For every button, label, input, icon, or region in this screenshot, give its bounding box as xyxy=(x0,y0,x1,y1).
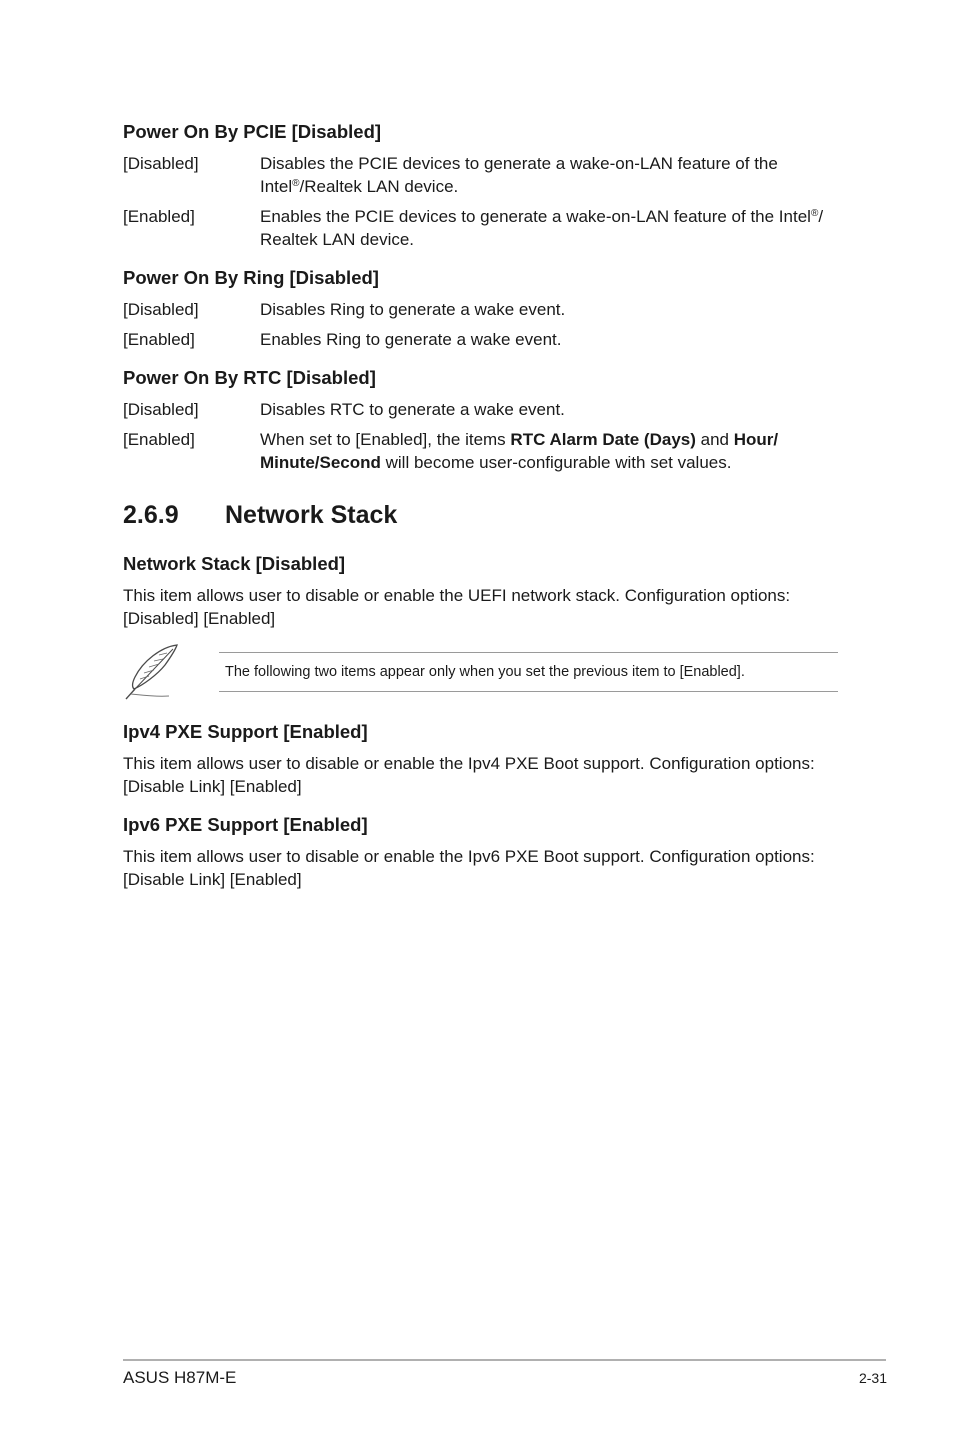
rtc-alarm-date-term: RTC Alarm Date (Days) xyxy=(510,430,696,449)
quill-pen-icon xyxy=(123,643,181,701)
section-number: 2.6.9 xyxy=(123,501,179,529)
para-line: [Disable Link] [Enabled] xyxy=(123,870,302,889)
desc-line: Disables the PCIE devices to generate a wake-on-LAN feature of the xyxy=(260,154,778,173)
para-line: This item allows user to disable or enable the Ipv6 PXE Boot support. Configuration options: xyxy=(123,847,815,866)
option-key: [Disabled] xyxy=(123,400,199,419)
desc-text: will become user-configurable with set values. xyxy=(380,453,732,472)
para-line: This item allows user to disable or enable the UEFI network stack. Configuration options: xyxy=(123,586,791,605)
footer-product-name: ASUS H87M-E xyxy=(123,1368,237,1387)
desc-text: /Realtek LAN device. xyxy=(299,177,459,196)
option-key: [Disabled] xyxy=(123,154,199,173)
ring-heading: Power On By Ring [Disabled] xyxy=(123,267,379,288)
minute-second-term: Minute/Second xyxy=(260,453,381,472)
para-line: This item allows user to disable or enable the Ipv4 PXE Boot support. Configuration options: xyxy=(123,754,815,773)
ipv6-pxe-description xyxy=(123,845,839,891)
option-key: [Enabled] xyxy=(123,430,195,449)
network-stack-heading: Network Stack [Disabled] xyxy=(123,553,346,574)
option-description: Disables Ring to generate a wake event. xyxy=(260,300,566,319)
ipv6-pxe-heading: Ipv6 PXE Support [Enabled] xyxy=(123,814,368,835)
hour-term: Hour/ xyxy=(733,430,779,449)
note-text: The following two items appear only when you set the previous item to [Enabled]. xyxy=(225,664,745,680)
ipv4-pxe-heading: Ipv4 PXE Support [Enabled] xyxy=(123,721,368,742)
desc-text: When set to [Enabled], the items xyxy=(260,430,511,449)
option-description: Disables RTC to generate a wake event. xyxy=(260,400,565,419)
option-key: [Enabled] xyxy=(123,207,195,226)
option-key: [Enabled] xyxy=(123,330,195,349)
option-description xyxy=(260,428,845,474)
desc-text: Intel xyxy=(260,177,293,196)
option-description xyxy=(260,205,845,251)
registered-mark: ® xyxy=(292,178,300,189)
option-key: [Disabled] xyxy=(123,300,199,319)
pcie-heading: Power On By PCIE [Disabled] xyxy=(123,121,382,142)
desc-text: / xyxy=(818,207,824,226)
desc-line: Realtek LAN device. xyxy=(260,230,415,249)
para-line: [Disable Link] [Enabled] xyxy=(123,777,302,796)
desc-text: and xyxy=(695,430,734,449)
section-name: Network Stack xyxy=(225,501,398,529)
footer-page-number: 2-31 xyxy=(858,1370,887,1386)
desc-text: Enables the PCIE devices to generate a wake-on-LAN feature of the Intel xyxy=(260,207,811,226)
ipv4-pxe-description xyxy=(123,752,839,798)
para-line: [Disabled] [Enabled] xyxy=(123,609,276,628)
option-description xyxy=(260,152,845,198)
option-description: Enables Ring to generate a wake event. xyxy=(260,330,562,349)
network-stack-description xyxy=(123,584,839,630)
footer-divider xyxy=(123,1359,886,1361)
rtc-heading: Power On By RTC [Disabled] xyxy=(123,367,376,388)
section-title xyxy=(123,500,397,530)
registered-mark: ® xyxy=(810,208,819,219)
note-box xyxy=(219,652,838,692)
